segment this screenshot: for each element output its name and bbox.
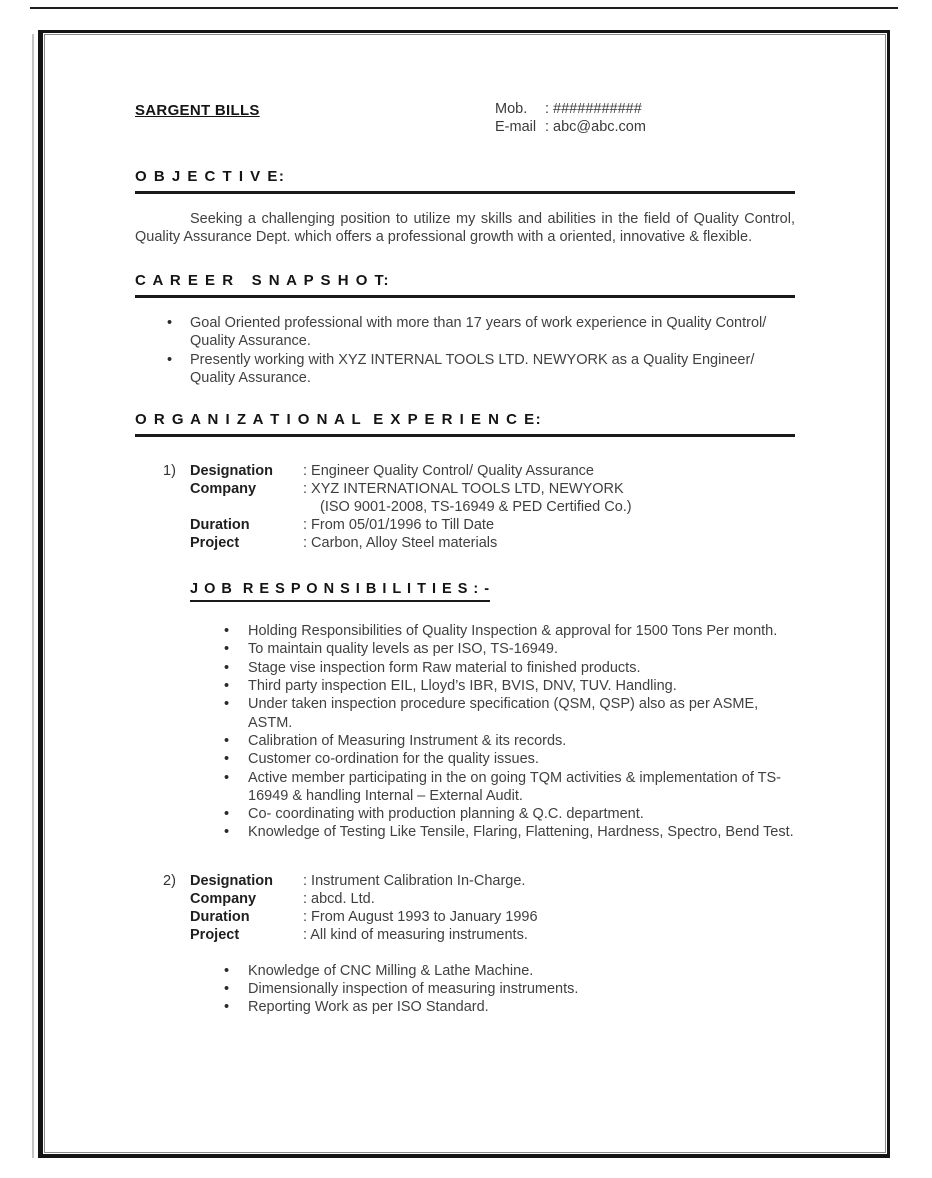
field-row-project <box>190 534 632 552</box>
list-item: • Goal Oriented professional with more than 17 years of work experience in Quality Control/ Quality Assurance. <box>165 314 795 351</box>
list-item: • Under taken inspection procedure specification (QSM, QSP) also as per ASME, ASTM. <box>222 695 795 732</box>
company-label: Company <box>190 481 257 498</box>
list-item: • Co- coordinating with production planning & Q.C. department. <box>222 805 795 823</box>
candidate-name: SARGENT BILLS <box>135 102 260 119</box>
duration-label: Duration <box>190 517 250 534</box>
list-item: • Holding Responsibilities of Quality Inspection & approval for 1500 Tons Per month. <box>222 622 795 640</box>
designation-label: Designation <box>190 463 273 480</box>
job-entry-1 <box>135 462 795 552</box>
section-objective-title: O B J E C T I V E: <box>135 168 795 194</box>
job-number: 2) <box>163 872 176 889</box>
company-value: : XYZ INTERNATIONAL TOOLS LTD, NEWYORK <box>303 481 624 498</box>
mobile-label: Mob. <box>495 101 528 117</box>
resume-header <box>135 100 795 136</box>
email-value: : abc@abc.com <box>545 119 646 135</box>
page-frame-shadow <box>32 34 34 1158</box>
mobile-row <box>495 100 646 118</box>
list-item: • To maintain quality levels as per ISO, TS-16949. <box>222 640 795 658</box>
objective-paragraph: Seeking a challenging position to utilize my skills and abilities in the field of Quality Control, Quality Assurance Dept. which offers a professional growth with a oriented, innovative & flexible. <box>135 211 795 245</box>
field-row-project <box>190 926 538 944</box>
field-row-duration <box>190 908 538 926</box>
job-fields <box>190 462 632 552</box>
job-fields <box>190 872 538 944</box>
job-responsibilities-list <box>222 622 795 842</box>
job-responsibilities-title: J O B R E S P O N S I B I L I T I E S : - <box>190 580 490 602</box>
list-item: • Presently working with XYZ INTERNAL TOOLS LTD. NEWYORK as a Quality Engineer/ Quality Assurance. <box>165 351 795 388</box>
project-label: Project <box>190 926 240 943</box>
field-row-designation <box>190 872 538 890</box>
list-item: • Third party inspection EIL, Lloyd’s IBR, BVIS, DNV, TUV. Handling. <box>222 677 795 695</box>
field-row-designation <box>190 462 632 480</box>
mobile-value: : ########### <box>545 101 642 117</box>
list-item: • Customer co-ordination for the quality issues. <box>222 750 795 768</box>
duration-value: : From August 1993 to January 1996 <box>303 908 538 925</box>
list-item: • Active member participating in the on going TQM activities & implementation of TS-16949 & handling Internal – External Audit. <box>222 769 795 806</box>
email-label: E-mail <box>495 119 537 135</box>
section-experience-title: O R G A N I Z A T I O N A L E X P E R I E N C E: <box>135 411 795 437</box>
list-item: • Dimensionally inspection of measuring instruments. <box>222 980 795 998</box>
career-snapshot-list <box>165 314 795 387</box>
page-top-rule <box>30 7 898 9</box>
list-item: • Stage vise inspection form Raw material to finished products. <box>222 659 795 677</box>
company-certification-note: (ISO 9001-2008, TS-16949 & PED Certified Co.) <box>320 499 632 516</box>
list-item: • Reporting Work as per ISO Standard. <box>222 998 795 1016</box>
field-row-company <box>190 480 632 498</box>
list-item: • Knowledge of CNC Milling & Lathe Machine. <box>222 962 795 980</box>
project-label: Project <box>190 535 240 552</box>
project-value: : Carbon, Alloy Steel materials <box>303 535 498 552</box>
job-number: 1) <box>163 463 176 480</box>
duration-label: Duration <box>190 908 250 925</box>
designation-value: : Instrument Calibration In-Charge. <box>303 872 526 889</box>
job-entry-2 <box>135 872 795 944</box>
list-item: • Calibration of Measuring Instrument & its records. <box>222 732 795 750</box>
designation-value: : Engineer Quality Control/ Quality Assurance <box>303 463 594 480</box>
email-row <box>495 118 646 136</box>
section-career-snapshot-title: C A R E E R S N A P S H O T: <box>135 272 795 298</box>
company-label: Company <box>190 890 257 907</box>
list-item: • Knowledge of Testing Like Tensile, Flaring, Flattening, Hardness, Spectro, Bend Test. <box>222 823 795 841</box>
job2-skills-list <box>222 962 795 1017</box>
field-row-duration <box>190 516 632 534</box>
contact-info <box>495 100 646 136</box>
duration-value: : From 05/01/1996 to Till Date <box>303 517 495 534</box>
designation-label: Designation <box>190 872 273 889</box>
field-row-company <box>190 890 538 908</box>
resume-page <box>38 30 890 1158</box>
project-value: : All kind of measuring instruments. <box>303 926 528 943</box>
company-value: : abcd. Ltd. <box>303 890 375 907</box>
